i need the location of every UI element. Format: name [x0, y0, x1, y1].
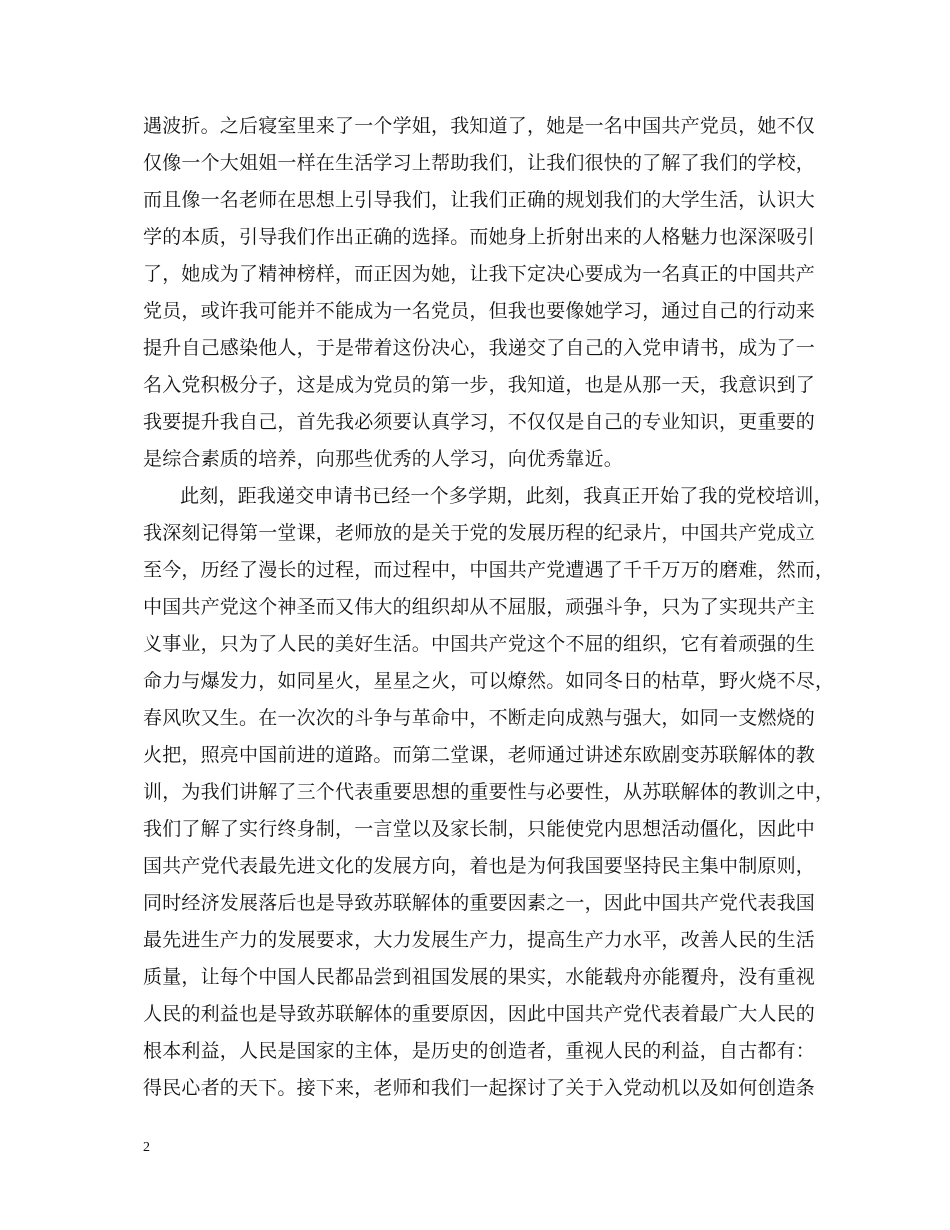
text-line: 根本利益，人民是国家的主体，是历史的创造者，重视人民的利益，自古都有：: [143, 1040, 816, 1062]
text-line: 义事业，只为了人民的美好生活。中国共产党这个不屈的组织，它有着顽强的生: [143, 633, 816, 655]
text-line: 我要提升我自己，首先我必须要认真学习，不仅仅是自己的专业知识，更重要的: [143, 411, 816, 433]
text-line: 春风吹又生。在一次次的斗争与革命中，不断走向成熟与强大，如同一支燃烧的: [143, 707, 816, 729]
text-line: 中国共产党这个神圣而又伟大的组织却从不屈服，顽强斗争，只为了实现共产主: [143, 596, 816, 618]
paragraph-first-line: 此刻，距我递交申请书已经一个多学期，此刻，我真正开始了我的党校培训，: [180, 485, 833, 507]
text-line: 遇波折。之后寝室里来了一个学姐，我知道了，她是一名中国共产党员，她不仅: [143, 115, 816, 137]
text-line: 名入党积极分子，这是成为党员的第一步，我知道，也是从那一天，我意识到了: [143, 374, 816, 396]
text-line: 人民的利益也是导致苏联解体的重要原因，因此中国共产党代表着最广大人民的: [143, 1003, 816, 1025]
text-line: 同时经济发展落后也是导致苏联解体的重要因素之一，因此中国共产党代表我国: [143, 892, 816, 914]
text-line: 提升自己感染他人，于是带着这份决心，我递交了自己的入党申请书，成为了一: [143, 337, 816, 359]
text-line: 质量，让每个中国人民都品尝到祖国发展的果实，水能载舟亦能覆舟，没有重视: [143, 966, 816, 988]
text-line: 学的本质，引导我们作出正确的选择。而她身上折射出来的人格魅力也深深吸引: [143, 226, 816, 248]
text-line: 命力与爆发力，如同星火，星星之火，可以燎然。如同冬日的枯草，野火烧不尽，: [143, 670, 835, 692]
text-line: 火把，照亮中国前进的道路。而第二堂课，老师通过讲述东欧剧变苏联解体的教: [143, 744, 816, 766]
text-line: 至今，历经了漫长的过程，而过程中，中国共产党遭遇了千千万万的磨难，然而，: [143, 559, 835, 581]
text-line: 我们了解了实行终身制，一言堂以及家长制，只能使党内思想活动僵化，因此中: [143, 818, 816, 840]
text-line: 而且像一名老师在思想上引导我们，让我们正确的规划我们的大学生活，认识大: [143, 189, 816, 211]
text-line: 最先进生产力的发展要求，大力发展生产力，提高生产力水平，改善人民的生活: [143, 929, 816, 951]
text-line: 训，为我们讲解了三个代表重要思想的重要性与必要性，从苏联解体的教训之中，: [143, 781, 835, 803]
text-line: 是综合素质的培养，向那些优秀的人学习，向优秀靠近。: [143, 448, 624, 470]
text-line: 仅像一个大姐姐一样在生活学习上帮助我们，让我们很快的了解了我们的学校，: [143, 152, 816, 174]
text-line: 我深刻记得第一堂课，老师放的是关于党的发展历程的纪录片，中国共产党成立: [143, 522, 816, 544]
text-line: 国共产党代表最先进文化的发展方向，着也是为何我国要坚持民主集中制原则，: [143, 855, 816, 877]
page-number: 2: [143, 1140, 150, 1155]
text-line: 了，她成为了精神榜样，而正因为她，让我下定决心要成为一名真正的中国共产: [143, 263, 816, 285]
text-line: 得民心者的天下。接下来，老师和我们一起探讨了关于入党动机以及如何创造条: [143, 1077, 816, 1099]
text-line: 党员，或许我可能并不能成为一名党员，但我也要像她学习，通过自己的行动来: [143, 300, 816, 322]
